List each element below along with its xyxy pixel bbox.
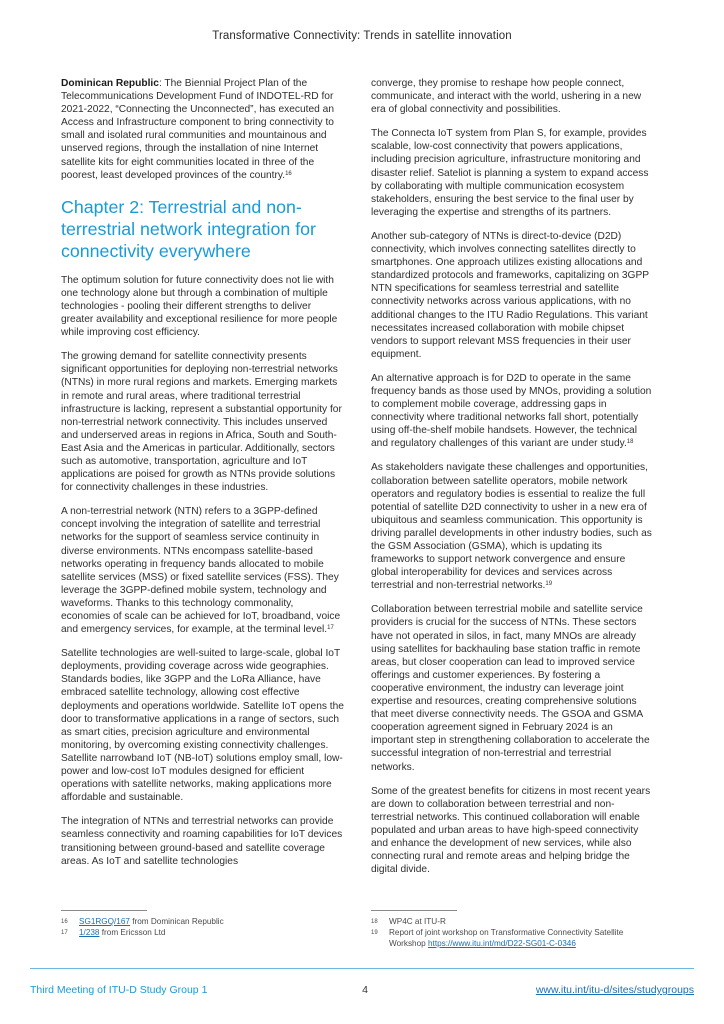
paragraph-text: : The Biennial Project Plan of the Telecommunications Development Fund of INDOTEL-RD for 2021-2022, “Connecting the Unconnected”, has executed an Access and Infrastructure component to bring connectivity to small and isolated rural communities and mountainous and unserved regions, through the installation of nine Internet satellite kits for eight communities located in three of the poorest, least developed provinces of the country.: [61, 78, 334, 181]
paragraph-d2d-alternative: [371, 372, 654, 451]
paragraph-stakeholders: [371, 461, 654, 592]
paragraph-text: As stakeholders navigate these challenges and opportunities, collaboration between satellite operators, mobile network operators and regulatory bodies is essential to realize the full potential of satellite D2D connectivity to usher in a new era of ubiquitous and seamless communication. This opportunity is driving parallel developments in other industry bodies, such as the GSM Association (GSMA), which is updating its frameworks to support network convergence and ensure global interoperability for devices and services across terrestrial and non-terrestrial networks.: [371, 462, 652, 592]
footnote-number: 17: [61, 930, 68, 937]
page-header: [0, 0, 724, 62]
footnote-ref-17[interactable]: 17: [327, 625, 334, 632]
footnote-19: [371, 928, 654, 949]
paragraph-text: An alternative approach is for D2D to operate in the same frequency bands as those used by MNOs, providing a solution to complement mobile coverage, addressing gaps in connectivity where traditional networks fall short, potentially using off-the-shelf mobile handsets. However, the technical and regulatory challenges of this variant are under study.: [371, 372, 652, 450]
footer-website-link[interactable]: www.itu.int/itu-d/sites/studygroups: [535, 984, 694, 996]
header-title: Transformative Connectivity: Trends in satellite innovation: [212, 30, 512, 42]
footnote-ref-19[interactable]: 19: [545, 581, 553, 588]
paragraph-converge: converge, they promise to reshape how people connect, communicate, and interact with the world, ushering in a new era of global connectivity and possibilities.: [371, 78, 642, 116]
footnote-number: 19: [371, 930, 378, 937]
footnote-17: [61, 928, 344, 938]
footer-meeting-title: Third Meeting of ITU-D Study Group 1: [30, 984, 208, 996]
footnote-link-sg1rgq-167[interactable]: SG1RGQ/167: [79, 917, 130, 926]
footnotes-right: [371, 910, 654, 950]
footnote-divider: [371, 910, 457, 911]
paragraph-optimum-solution: The optimum solution for future connectivity does not lie with one technology alone but through a combination of multiple technologies - pooling their different strengths to deliver greater availability and exceptional resilience for more people while improving cost efficiency.: [61, 274, 338, 339]
paragraph-integration: The integration of NTNs and terrestrial networks can provide seamless connectivity and roaming capabilities for IoT devices transitioning between ground-based and satellite coverage areas. As IoT and satellite technologies: [61, 816, 343, 867]
right-column: [371, 77, 654, 887]
left-column: [61, 77, 344, 879]
footnote-text: Report of joint workshop on Transformative Connectivity Satellite Workshop https://www.itu.int/md/D22-SG01-C-0346: [389, 928, 624, 948]
footnote-number: 18: [371, 919, 378, 925]
footnote-text: 1/238 from Ericsson Ltd: [79, 928, 166, 938]
paragraph-text: A non-terrestrial network (NTN) refers to a 3GPP-defined concept involving the integration of satellite and terrestrial networks for the support of seamless service continuity in diverse environments. NTNs encompass satellite-based networks operating in frequency bands allocated to mobile satellite services (MSS) or fixed satellite services (FSS). They leverage the 3GPP-defined mobile system, technology and waveforms. Thanks to this technology commonality, economies of scale can be achieved for IoT, broadband, voice and emergency services, for example, at the terminal level.: [61, 506, 341, 636]
footnote-number: 16: [61, 919, 68, 925]
paragraph-satellite-iot: Satellite technologies are well-suited to large-scale, global IoT deployments, providing coverage across wide geographies. Standards bodies, like 3GPP and the LoRa Alliance, have embraced satellite technology, allowing cost effective deployments and operations worldwide. Satellite IoT opens the door to transformative applications in a range of sectors, such as smart cities, precision agriculture and environmental monitoring, by overcoming existing connectivity challenges. Satellite narrowband IoT (NB-IoT) solutions employ small, low-power and low-cost IoT modules designed for efficient operations with satellite networks, making applications more affordable and sustainable.: [61, 648, 344, 804]
paragraph-benefits: Some of the greatest benefits for citizens in most recent years are down to collaboration between terrestrial and non-terrestrial networks. This continued collaboration will enable populated and urban areas to have high-speed connectivity and enhance the development of new services, while also connecting rural and remote areas and helping bridge the digital divide.: [371, 785, 651, 876]
footnote-ref-18[interactable]: 18: [626, 439, 634, 446]
footnote-link-workshop[interactable]: https://www.itu.int/md/D22-SG01-C-0346: [427, 938, 576, 948]
paragraph-dominican-republic: [61, 77, 344, 182]
footer-divider: [30, 968, 694, 969]
footnote-link-1-238[interactable]: 1/238: [79, 928, 100, 938]
paragraph-growing-demand: The growing demand for satellite connectivity presents significant opportunities for deploying non-terrestrial networks (NTNs) in more rural regions and markets. Emerging markets in remote and rural areas, where traditional terrestrial infrastructure is lacking, represent a substantial opportunity for non-terrestrial network connectivity. This includes unserved and underserved areas in regions in Africa, South and South-East Asia and the Americas in particular. Additionally, sectors such as automotive, transportation, agriculture and IoT applications are poised for growth as NTNs provide solutions for connectivity challenges in these industries.: [61, 351, 342, 494]
paragraph-d2d: Another sub-category of NTNs is direct-to-device (D2D) connectivity, which involves connecting satellites directly to smartphones. One approach utilizes existing allocations and standardized protocols and frameworks, capitalizing on 3GPP NTN specifications for seamless terrestrial and satellite connectivity networks across various applications, with no additional changes to the ITU Radio Regulations. This variant necessitates increased collaboration with mobile chipset vendors to support relevant MSS frequencies in their user equipment.: [371, 230, 649, 360]
footnote-divider: [61, 910, 147, 911]
chapter-title: Chapter 2: Terrestrial and non-terrestrial network integration for connectivity everywhere: [61, 196, 316, 261]
footnotes-left: [61, 910, 344, 940]
footnote-ref-16[interactable]: 16: [285, 170, 292, 177]
footnote-18: [371, 917, 654, 927]
paragraph-collaboration: Collaboration between terrestrial mobile and satellite service providers is crucial for the success of NTNs. These sectors have not operated in silos, in fact, many MNOs are already using satellites for backhauling base station traffic in remote areas, but closer cooperation can lead to improved service offerings and customer experiences. By fostering a cooperative environment, the industry can leverage joint expertise and resources, creating comprehensive solutions that meet diverse connectivity needs. The GSOA and GSMA cooperation agreement signed in February 2024 is an important step in strengthening collaboration to accelerate the successful integration of non-terrestrial and terrestrial networks.: [371, 604, 650, 773]
paragraph-ntn-definition: [61, 505, 344, 636]
page-number: 4: [362, 984, 368, 996]
country-label: Dominican Republic: [61, 78, 159, 89]
paragraph-connecta: The Connecta IoT system from Plan S, for example, provides scalable, low-cost connectivity that powers applications, including precision agriculture, infrastructure monitoring and disaster relief. Sateliot is planning a system to expand access by collaborating with multiple communication ecosystem stakeholders, ensuring the best service to the final user by leveraging the expertise and strengths of its partners.: [371, 128, 649, 218]
footnote-16: [61, 917, 344, 927]
footnote-text: WP4C at ITU-R: [389, 917, 446, 926]
footnote-text: SG1RGQ/167 from Dominican Republic: [79, 917, 224, 926]
